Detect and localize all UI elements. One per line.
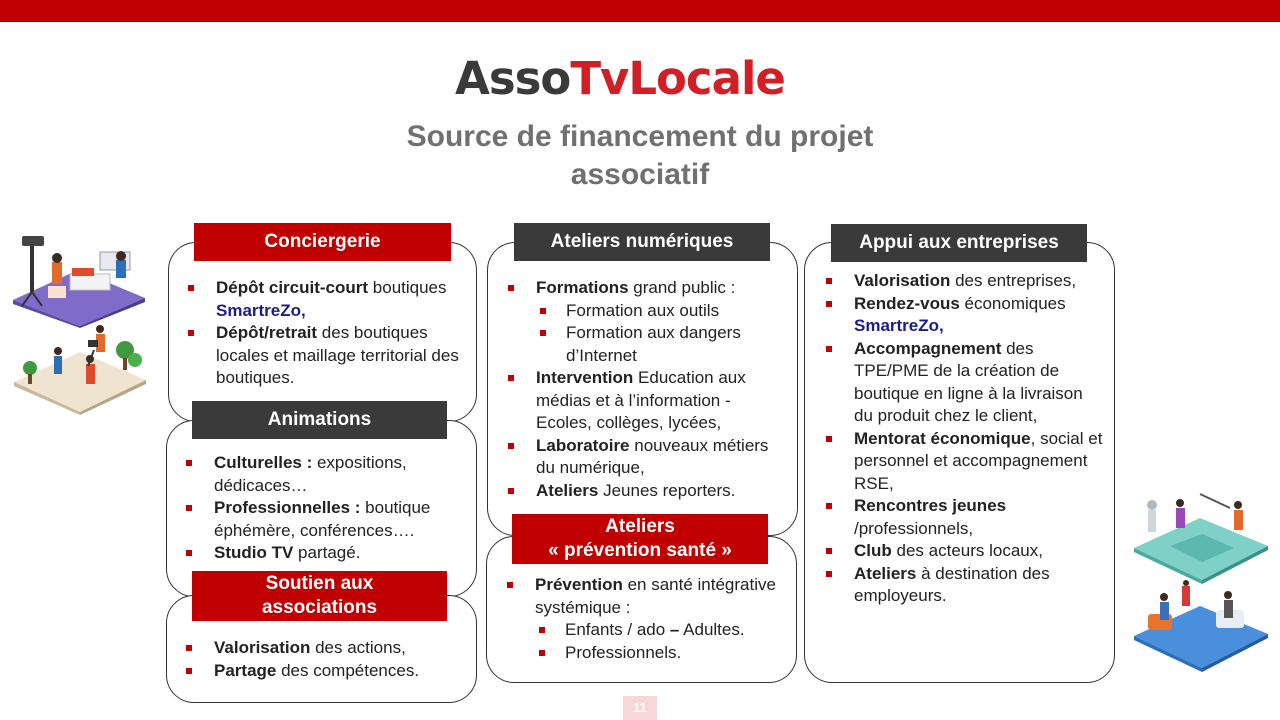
logo-text-tvlocale: TvLocale	[570, 52, 785, 105]
list-item: Ateliers à destination des employeurs.	[824, 563, 1104, 608]
list-item: Intervention Education aux médias et à l’information - Ecoles, collèges, lycées,	[506, 367, 781, 435]
animations-header: Animations	[192, 401, 447, 439]
list-item: Culturelles : expositions, dédicaces…	[184, 452, 469, 497]
sub-list-item: Formation aux dangers d’Internet	[506, 322, 781, 367]
list-item: Dépôt circuit-court boutiques SmartreZo,	[186, 277, 466, 322]
list-item: Dépôt/retrait des boutiques locales et maillage territorial des boutiques.	[186, 322, 466, 390]
list-item: Mentorat économique, social et personnel et accompagnement RSE,	[824, 428, 1104, 496]
ateliers-numeriques-list	[506, 277, 781, 502]
prevention-list	[505, 574, 780, 664]
soutien-header-line-2: associations	[261, 597, 378, 618]
title-line-2: associatif	[570, 158, 710, 191]
list-item: Rendez-vous économiques SmartreZo,	[824, 293, 1104, 338]
list-item: Professionnelles : boutique éphémère, conférences….	[184, 497, 469, 542]
tv-studio-illustration	[8, 228, 150, 328]
list-item: Partage des compétences.	[184, 660, 469, 683]
title-line-1: Source de financement du projet	[406, 120, 874, 153]
appui-list	[824, 270, 1104, 608]
soutien-header-line-1: Soutien aux	[265, 573, 374, 594]
page-number: 11	[623, 696, 657, 720]
conciergerie-header: Conciergerie	[194, 223, 451, 261]
prevention-header	[512, 514, 768, 564]
outdoor-filming-illustration	[10, 320, 150, 416]
list-item: Ateliers Jeunes reporters.	[506, 480, 781, 503]
talk-show-illustration	[1130, 580, 1272, 676]
list-item: Club des acteurs locaux,	[824, 540, 1104, 563]
sub-list-item: Formation aux outils	[506, 300, 781, 323]
prevention-header-line-2: « prévention santé »	[548, 540, 732, 561]
list-item: Rencontres jeunes /professionnels,	[824, 495, 1104, 540]
list-item: Accompagnement des TPE/PME de la création de boutique en ligne à la livraison du produit chez le client,	[824, 338, 1104, 428]
list-item: Formations grand public :	[506, 277, 781, 300]
list-item: Valorisation des actions,	[184, 637, 469, 660]
assotvlocale-logo	[455, 52, 825, 106]
logo-text-asso: Asso	[455, 52, 571, 105]
sub-list-item: Professionnels.	[505, 642, 780, 665]
list-item: Prévention en santé intégrative systémique :	[505, 574, 780, 619]
animations-list	[184, 452, 469, 565]
ateliers-numeriques-header: Ateliers numériques	[514, 223, 770, 261]
list-item: Valorisation des entreprises,	[824, 270, 1104, 293]
appui-header: Appui aux entreprises	[831, 224, 1087, 262]
conciergerie-list	[186, 277, 466, 390]
list-item: Laboratoire nouveaux métiers du numérique,	[506, 435, 781, 480]
news-studio-illustration	[1130, 490, 1272, 586]
list-item: Studio TV partagé.	[184, 542, 469, 565]
soutien-list	[184, 637, 469, 682]
sub-list-item: Enfants / ado – Adultes.	[505, 619, 780, 642]
page-title	[360, 118, 920, 194]
prevention-header-line-1: Ateliers	[605, 516, 675, 537]
soutien-header	[192, 571, 447, 621]
top-red-bar	[0, 0, 1280, 22]
